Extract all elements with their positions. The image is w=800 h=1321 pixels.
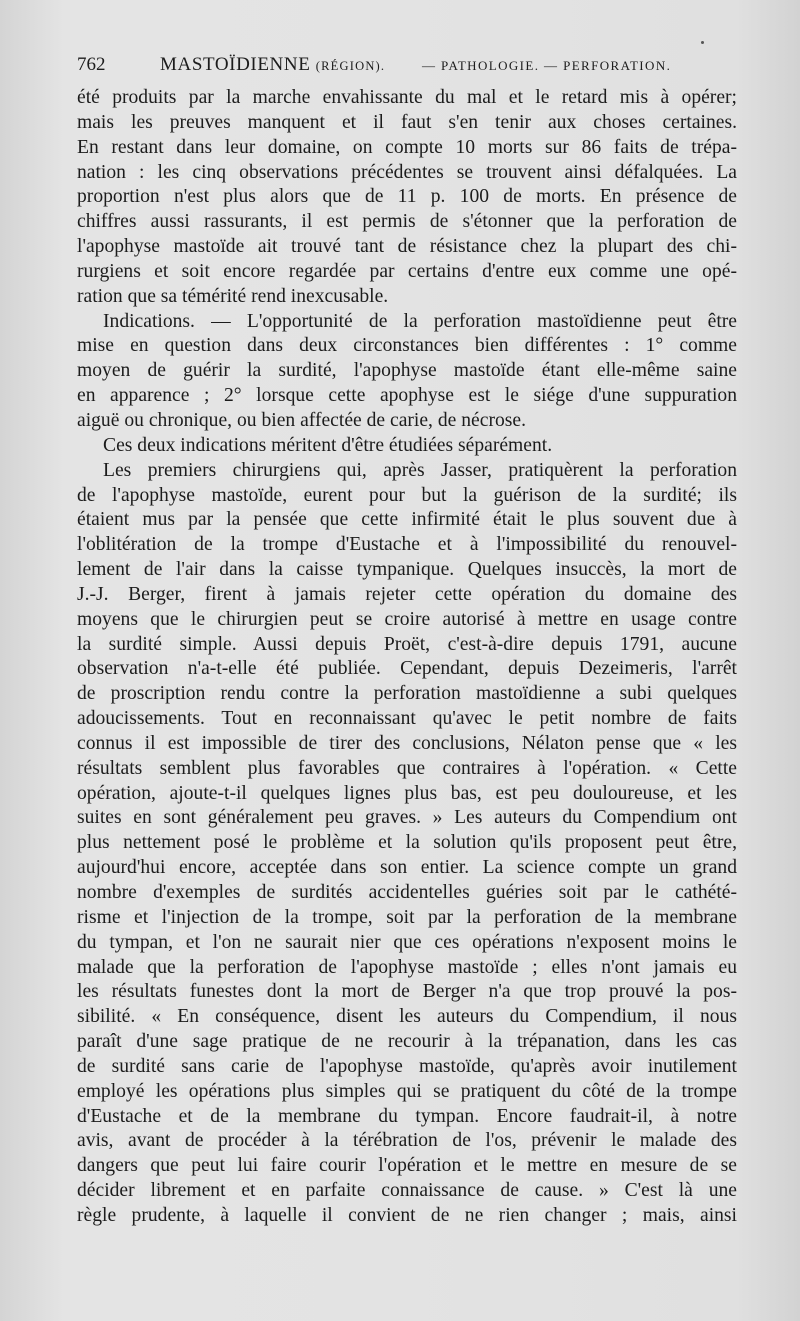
text-line: observation n'a-t-elle été publiée. Cependant, depuis Dezeimeris, l'arrêt bbox=[77, 658, 737, 680]
text-line: proportion n'est plus alors que de 11 p. 100 de morts. En présence de bbox=[77, 186, 737, 208]
text-line: Ces deux indications méritent d'être étudiées séparément. bbox=[103, 434, 553, 456]
paper-speck bbox=[701, 41, 704, 44]
text-line: l'apophyse mastoïde ait trouvé tant de résistance chez la plupart des chi- bbox=[77, 236, 737, 258]
text-line: rurgiens et soit encore regardée par certains d'entre eux comme une opé- bbox=[77, 260, 737, 282]
running-section: — PATHOLOGIE. — PERFORATION. bbox=[422, 58, 672, 73]
text-line: chiffres aussi rassurants, il est permis de s'étonner que la perforation de bbox=[77, 211, 737, 233]
running-title-region: (RÉGION). bbox=[315, 59, 386, 73]
text-line: Les premiers chirurgiens qui, après Jasser, pratiquèrent la perforation bbox=[103, 459, 737, 481]
text-line: plus nettement posé le problème et la solution qu'ils proposent peut être, bbox=[77, 832, 737, 854]
text-line: règle prudente, à laquelle il convient de ne rien changer ; mais, ainsi bbox=[77, 1204, 737, 1226]
page-number: 762 bbox=[77, 54, 106, 75]
text-line: aujourd'hui encore, acceptée dans son entier. La science compte un grand bbox=[77, 857, 737, 879]
text-line: avis, avant de procéder à la térébration de l'os, prévenir le malade des bbox=[77, 1130, 737, 1152]
text-line: moyens que le chirurgien peut se croire autorisé à mettre en usage contre bbox=[77, 608, 737, 630]
text-line: du tympan, et l'on ne saurait nier que ces opérations n'exposent moins le bbox=[77, 931, 737, 953]
text-line: connus il est impossible de tirer des conclusions, Nélaton pense que « les bbox=[77, 732, 737, 754]
text-line: nombre d'exemples de surdités accidentelles guéries soit par le cathété- bbox=[77, 882, 737, 903]
running-title-main: MASTOÏDIENNE bbox=[160, 54, 311, 75]
text-line: moyen de guérir la surdité, l'apophyse mastoïde étant elle-même saine bbox=[77, 360, 737, 382]
text-line: en apparence ; 2° lorsque cette apophyse est le siége d'une suppuration bbox=[77, 385, 737, 407]
text-line: adoucissements. Tout en reconnaissant qu'avec le petit nombre de faits bbox=[77, 708, 737, 730]
text-line: d'Eustache et de la membrane du tympan. Encore faudrait-il, à notre bbox=[77, 1105, 737, 1127]
text-line: mise en question dans deux circonstances bien différentes : 1° comme bbox=[77, 335, 737, 357]
text-line: mais les preuves manquent et il faut s'en tenir aux choses certaines. bbox=[77, 111, 737, 133]
text-line: employé les opérations plus simples qui se pratiquent du côté de la trompe bbox=[77, 1080, 737, 1102]
text-line: ration que sa témérité rend inexcusable. bbox=[77, 285, 389, 307]
text-line: opération, ajoute-t-il quelques lignes plus bas, est peu douloureuse, et les bbox=[77, 782, 737, 804]
text-line: En restant dans leur domaine, on compte 10 morts sur 86 faits de trépa- bbox=[77, 136, 737, 158]
text-line: dangers que peut lui faire courir l'opération et le mettre en mesure de se bbox=[77, 1155, 737, 1177]
text-line: nation : les cinq observations précédentes se trouvent ainsi défalquées. La bbox=[77, 161, 737, 183]
text-line: les résultats funestes dont la mort de Berger n'a que trop prouvé la pos- bbox=[77, 981, 737, 1003]
body-text bbox=[77, 86, 737, 1229]
text-line: suites en sont généralement peu graves. » Les auteurs du Compendium ont bbox=[77, 807, 737, 829]
text-line: résultats semblent plus favorables que contraires à l'opération. « Cette bbox=[77, 757, 737, 779]
text-line: l'oblitération de la trompe d'Eustache et à l'impossibilité du renouvel- bbox=[77, 534, 737, 556]
text-line: de l'apophyse mastoïde, eurent pour but la guérison de la surdité; ils bbox=[77, 484, 737, 506]
text-line: de proscription rendu contre la perforation mastoïdienne a subi quelques bbox=[77, 683, 737, 705]
text-line: paraît d'une sage pratique de ne recourir à la trépanation, dans les cas bbox=[77, 1031, 737, 1053]
text-line: aiguë ou chronique, ou bien affectée de carie, de nécrose. bbox=[77, 409, 526, 431]
text-line: été produits par la marche envahissante du mal et le retard mis à opérer; bbox=[77, 87, 737, 108]
running-head bbox=[77, 54, 737, 80]
text-line: la surdité simple. Aussi depuis Proët, c'est-à-dire depuis 1791, aucune bbox=[77, 633, 737, 655]
text-line: malade que la perforation de l'apophyse mastoïde ; elles n'ont jamais eu bbox=[77, 956, 737, 978]
running-title bbox=[160, 54, 385, 76]
text-line: étaient mus par la pensée que cette infirmité était le plus souvent due à bbox=[77, 509, 737, 531]
text-line: risme et l'injection de la trompe, soit par la perforation de la membrane bbox=[77, 906, 737, 928]
text-line: décider librement et en parfaite connaissance de cause. » C'est là une bbox=[77, 1180, 737, 1202]
text-line-indications: Indications. — L'opportunité de la perforation mastoïdienne peut être bbox=[103, 310, 737, 332]
text-line: lement de l'air dans la caisse tympanique. Quelques insuccès, la mort de bbox=[77, 559, 737, 581]
text-line: de surdité sans carie de l'apophyse mastoïde, qu'après avoir inutilement bbox=[77, 1055, 737, 1077]
text-line: sibilité. « En conséquence, disent les auteurs du Compendium, il nous bbox=[77, 1006, 737, 1028]
text-line: J.-J. Berger, firent à jamais rejeter cette opération du domaine des bbox=[77, 583, 737, 605]
